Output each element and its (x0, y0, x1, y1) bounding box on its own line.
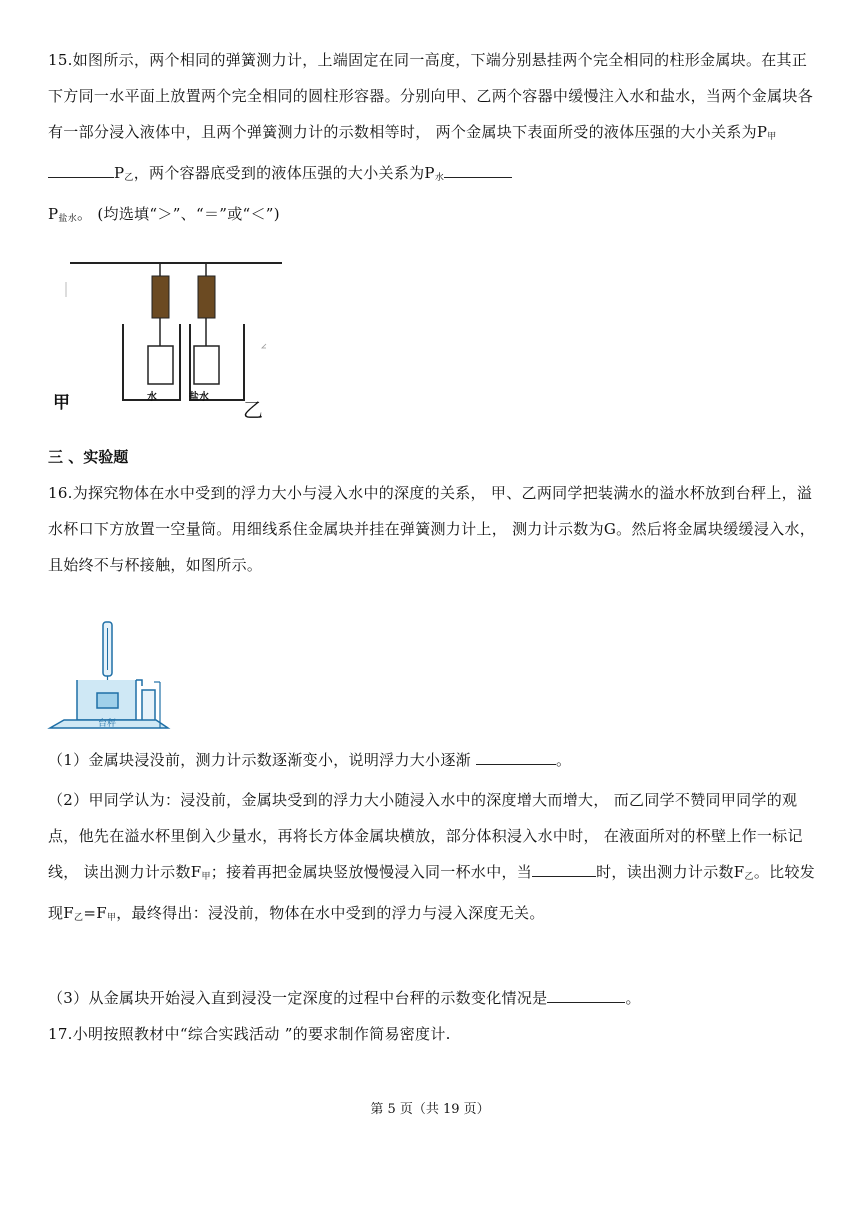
figure-16-scale-label: 台秤 (98, 719, 117, 729)
answer-blank-16-2[interactable] (532, 862, 596, 877)
section-heading-experiment: 三 、实验题 (48, 448, 129, 466)
page-footer: 第 5 页（共 19 页） (370, 1102, 490, 1117)
question-16-part-1: （1）金属块浸没前，测力计示数逐渐变小，说明浮力大小逐渐 。 (48, 751, 572, 769)
question-15-text: 15.如图所示，两个相同的弹簧测力计，上端固定在同一高度，下端分别悬挂两个完全相同的柱形金属块。在其正下方同一水平面上放置两个完全相同的圆柱形容器。分别向甲、乙两个容器中缓慢注入水和盐水，当两个金属块各有一部分浸入液体中，且两个弹簧测力计的示数相等时， 两个金属块下表面所受的液体压强的大小关系为$P_甲P_乙$，两个容器底受到的液体压强的大小关系为$P_水$ $P_{盐水}$。 (均选填“＞”、“＝”或“＜”) (48, 51, 814, 224)
question-16-part-2: （2）甲同学认为：浸没前，金属块受到的浮力大小随浸入水中的深度增大而增大， 而乙同学不赞同甲同学的观点，他先在溢水杯里倒入少量水，再将长方体金属块横放，部分体积浸入水中时， 在液面所对的杯壁上作一标记线， 读出测力计示数$F_甲$；接着再把金属块竖放慢慢浸入同一杯水中，当 时，读出测力计示数$F_乙$。比较发现$F_乙=F_甲$，最终得出：浸没前，物体在水中受到的浮力与浸入深度无关。 (48, 791, 816, 923)
answer-blank-16-1[interactable] (476, 750, 556, 765)
answer-blank-15b[interactable] (444, 163, 512, 178)
figure-16-overflow-cup-scale (44, 620, 174, 730)
question-16-part-3: （3）从金属块开始浸入直到浸没一定深度的过程中台秤的示数变化情况是 。 (48, 989, 641, 1007)
figure-15-label-saltwater: 盐水 (189, 392, 209, 403)
figure-15-label-jia: 甲 (53, 393, 70, 413)
question-17-text: 17.小明按照教材中“综合实践活动 ”的要求制作简易密度计. (48, 1025, 451, 1043)
question-16-intro: 16.为探究物体在水中受到的浮力大小与浸入水中的深度的关系， 甲、乙两同学把装满水的溢水杯放到台秤上，溢水杯口下方放置一空量筒。用细线系住金属块并挂在弹簧测力计上， 测力计示数为G。然后将金属块缓缓浸入水，且始终不与杯接触，如图所示。 (48, 484, 816, 574)
figure-15-label-yi: 乙 (243, 398, 263, 422)
figure-15-label-water: 水 (147, 392, 157, 403)
answer-blank-16-3[interactable] (547, 988, 625, 1003)
answer-blank-15a[interactable] (48, 163, 114, 178)
